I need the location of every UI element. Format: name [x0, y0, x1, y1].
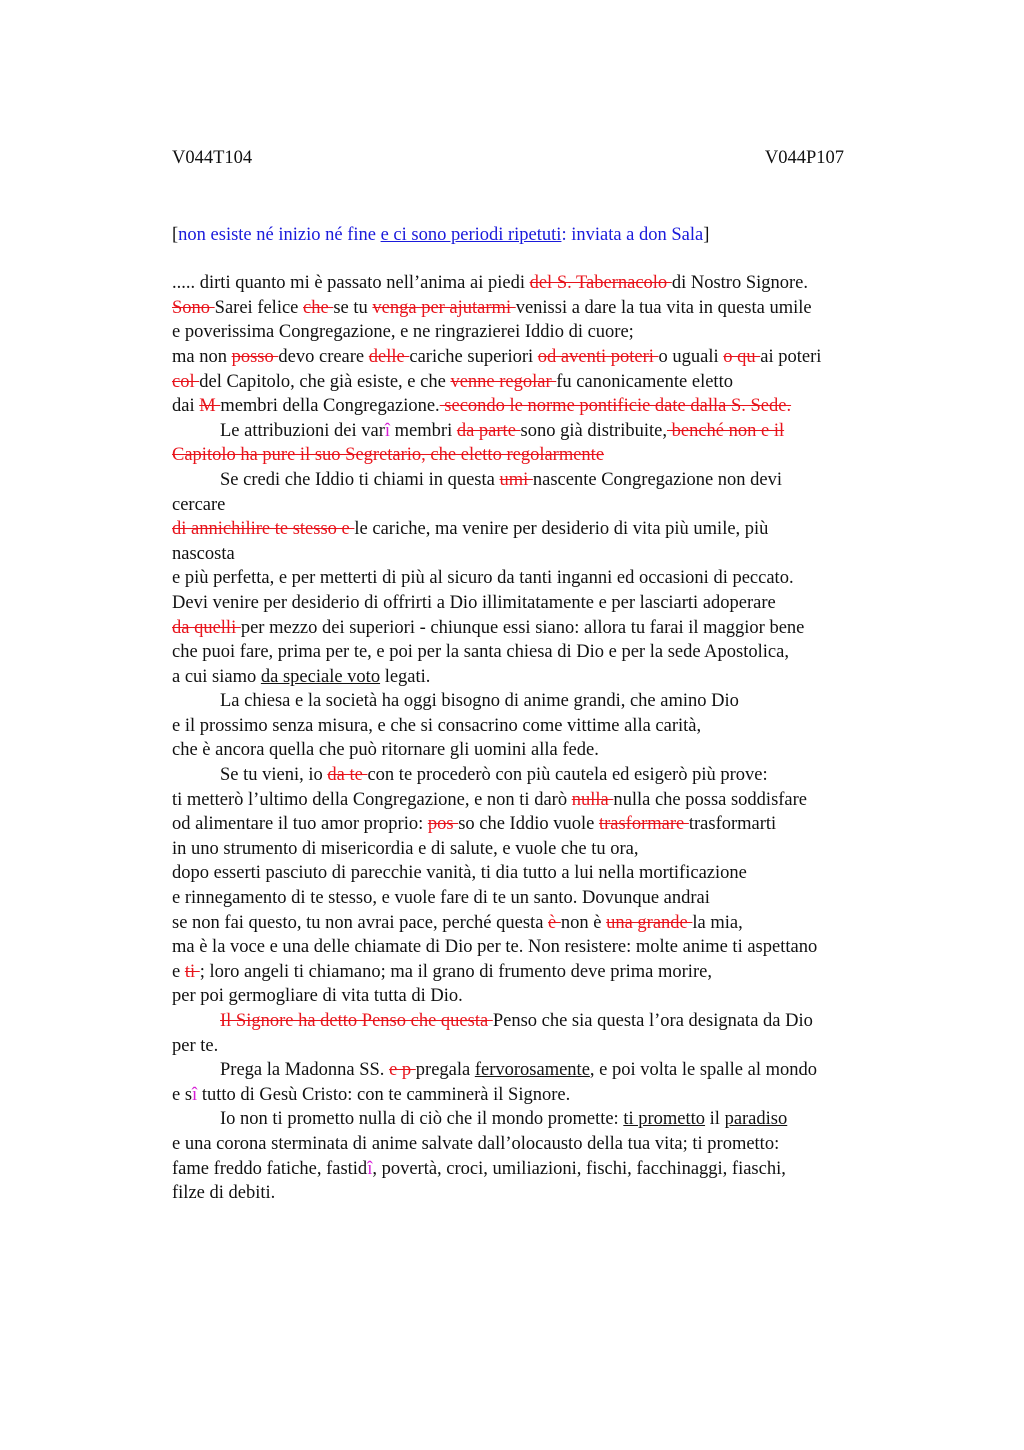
text-segment: che puoi fare, prima per te, e poi per la santa chiesa di Dio e per la sede Apostolica, [172, 642, 789, 663]
deleted-text: del S. Tabernacolo [529, 273, 672, 294]
text-segment: Se tu vieni, io [220, 765, 328, 786]
deleted-text: M [199, 396, 221, 417]
deleted-text: venga per ajutarmi [372, 297, 516, 318]
text-line [172, 370, 912, 395]
text-segment: , e poi volta le spalle al mondo [589, 1060, 817, 1081]
text-segment: ; loro angeli ti chiamano; ma il grano di frumento deve prima morire, [199, 961, 712, 982]
text-segment: dai [172, 396, 200, 417]
text-line [172, 689, 912, 714]
text-line [172, 665, 912, 690]
text-line [172, 419, 912, 444]
text-segment: nulla che possa soddisfare [613, 789, 808, 810]
text-segment: pregala [415, 1060, 475, 1081]
deleted-text: è [548, 912, 561, 933]
text-segment: con te procederò con più cautela ed esigerò più prove: [367, 765, 768, 786]
note-recipient: : inviata a don Sala [561, 224, 704, 245]
text-segment: devo creare [278, 346, 369, 367]
deleted-text: pos [427, 814, 459, 835]
deleted-text: Sono [172, 297, 215, 318]
text-segment: dopo esserti pasciuto di parecchie vanità, ti dia tutto a lui nella mortificazione [172, 863, 747, 884]
text-segment: filze di debiti. [172, 1183, 276, 1204]
text-segment: nascosta [172, 543, 235, 564]
deleted-text: posso [231, 346, 279, 367]
text-segment: cercare [172, 494, 226, 515]
accent-letter: î [367, 1158, 373, 1179]
header-right-code: V044P107 [764, 148, 844, 168]
deleted-text: Il Signore ha detto Penso che questa [220, 1011, 493, 1031]
text-segment: ma è la voce e una delle chiamate di Dio per te. Non resistere: molte anime ti aspettano [172, 937, 818, 958]
underlined-text: fervorosamente [474, 1060, 590, 1081]
text-segment: per te. [172, 1035, 219, 1056]
text-segment: che è ancora quella che può ritornare gli uomini alla fede. [172, 740, 599, 761]
text-line [172, 911, 912, 936]
deleted-text: benché non e il [666, 420, 785, 441]
note-underlined-text: e ci sono periodi ripetuti [380, 224, 562, 245]
text-line [172, 788, 912, 813]
text-line [172, 714, 912, 739]
text-line [172, 443, 912, 468]
text-segment: od alimentare il tuo amor proprio: [172, 814, 428, 835]
text-segment: le cariche, ma venire per desiderio di vita più umile, più [354, 519, 769, 540]
text-segment: ma non [172, 346, 232, 367]
text-line [172, 1107, 912, 1132]
text-segment: fu canonicamente eletto [556, 371, 733, 392]
editorial-note [172, 223, 912, 248]
deleted-text: una grande [606, 912, 693, 933]
deleted-text: da quelli [172, 617, 241, 638]
text-segment: tutto di Gesù Cristo: con te camminerà il Signore. [197, 1084, 571, 1105]
text-segment: Se credi che Iddio ti chiami in questa [220, 469, 500, 490]
text-line [172, 1058, 912, 1083]
text-segment: ..... dirti quanto mi è passato nell’anima ai piedi [172, 273, 530, 294]
text-segment: trasformarti [688, 814, 777, 835]
text-line [172, 1132, 912, 1157]
text-segment: ai poteri [760, 346, 822, 367]
text-line [172, 960, 912, 985]
text-segment: legati. [380, 666, 431, 687]
text-line [172, 1009, 912, 1034]
text-segment: Io non ti prometto nulla di ciò che il mondo promette: [220, 1109, 624, 1130]
text-segment: membri della Congregazione. [220, 396, 440, 417]
text-segment: e s [172, 1084, 193, 1105]
deleted-text: trasformare [598, 814, 689, 835]
deleted-text: venne regolar [450, 371, 557, 392]
deleted-text: nulla [571, 789, 614, 810]
text-segment: in uno strumento di misericordia e di salute, e vuole che tu ora, [172, 838, 639, 859]
deleted-text: Capitolo ha pure il suo Segretario, che eletto regolarmente [172, 445, 605, 466]
text-line [172, 812, 912, 837]
text-segment: il [705, 1109, 725, 1130]
text-segment: la mia, [692, 912, 743, 933]
text-line [172, 1157, 912, 1182]
text-line [172, 984, 912, 1009]
page-header [172, 146, 844, 171]
text-line [172, 861, 912, 886]
text-segment: se tu [333, 297, 373, 318]
text-segment: per mezzo dei superiori - chiunque essi siano: allora tu farai il maggior bene [240, 617, 805, 638]
text-segment: di Nostro Signore. [671, 273, 808, 294]
text-segment: La chiesa e la società ha oggi bisogno di anime grandi, che amino Dio [220, 691, 739, 712]
text-segment: se non fai questo, tu non avrai pace, perché questa [172, 912, 549, 933]
text-segment: e [172, 961, 185, 982]
text-line [172, 1083, 912, 1108]
text-segment: e il prossimo senza misura, e che si consacrino come vittime alla carità, [172, 715, 702, 736]
deleted-text: umi [499, 469, 533, 490]
text-line [172, 763, 912, 788]
note-text: non esiste né inizio né fine [178, 224, 381, 245]
text-line [172, 271, 912, 296]
text-line [172, 837, 912, 862]
text-segment: a cui siamo [172, 666, 261, 687]
text-segment: Le attribuzioni dei var [220, 420, 385, 441]
deleted-text: delle [368, 346, 410, 367]
deleted-text: o qu [723, 346, 761, 367]
text-segment: del Capitolo, che già esiste, e che [199, 371, 451, 392]
text-line [172, 738, 912, 763]
text-segment: Devi venire per desiderio di offrirti a Dio illimitatamente e per lasciarti adoperare [172, 592, 776, 613]
deleted-text: col [172, 371, 200, 392]
text-line [172, 542, 912, 567]
deleted-text: ti [184, 961, 200, 982]
text-line [172, 1181, 912, 1206]
text-segment: sono già distribuite, [520, 420, 667, 441]
text-segment: membri [390, 420, 457, 441]
text-line [172, 493, 912, 518]
deleted-text: da parte [456, 420, 521, 441]
text-segment: per poi germogliare di vita tutta di Dio. [172, 986, 463, 1007]
text-segment: nascente Congregazione non devi [532, 469, 783, 490]
text-line [172, 591, 912, 616]
text-segment: Penso che sia questa l’ora designata da Dio [492, 1011, 813, 1031]
text-line [172, 296, 912, 321]
deleted-text: da te [327, 765, 368, 786]
text-line [172, 1034, 912, 1059]
text-segment: e più perfetta, e per metterti di più al sicuro da tanti inganni ed occasioni di peccato. [172, 568, 794, 589]
text-segment: o uguali [658, 346, 724, 367]
text-segment: Sarei felice [214, 297, 304, 318]
text-line [172, 394, 912, 419]
text-segment: fame freddo fatiche, fastid [172, 1158, 368, 1179]
text-segment: Prega la Madonna SS. [220, 1060, 390, 1081]
text-segment: non è [560, 912, 607, 933]
text-line [172, 566, 912, 591]
text-segment: cariche superiori [409, 346, 538, 367]
text-segment: e poverissima Congregazione, e ne ringrazierei Iddio di cuore; [172, 322, 634, 343]
text-line [172, 640, 912, 665]
text-line [172, 517, 912, 542]
deleted-text: secondo le norme pontificie date dalla S. Sede. [439, 396, 792, 417]
text-segment: venissi a dare la tua vita in questa umile [515, 297, 812, 318]
underlined-text: ti prometto [623, 1109, 706, 1130]
text-line [172, 886, 912, 911]
text-segment: e rinnegamento di te stesso, e vuole fare di te un santo. Dovunque andrai [172, 888, 710, 909]
text-line [172, 935, 912, 960]
text-line [172, 345, 912, 370]
letter-body [172, 271, 912, 1206]
underlined-text: paradiso [724, 1109, 788, 1130]
deleted-text: e p [389, 1060, 416, 1081]
text-line [172, 468, 912, 493]
deleted-text: od aventi poteri [537, 346, 659, 367]
underlined-text: da speciale voto [260, 666, 381, 687]
note-close-bracket: ] [703, 224, 710, 245]
deleted-text: di annichilire te stesso e [172, 519, 355, 540]
accent-letter: î [384, 420, 391, 441]
header-left-code: V044T104 [172, 148, 253, 168]
text-segment: so che Iddio vuole [458, 814, 599, 835]
note-open-bracket: [ [172, 224, 179, 245]
text-line [172, 320, 912, 345]
document-page [172, 146, 912, 1206]
text-segment: , povertà, croci, umiliazioni, fischi, facchinaggi, fiaschi, [372, 1158, 786, 1179]
text-line [172, 616, 912, 641]
accent-letter: î [192, 1084, 198, 1105]
text-segment: e una corona sterminata di anime salvate dall’olocausto della tua vita; ti prometto: [172, 1133, 780, 1154]
deleted-text: che [303, 297, 334, 318]
text-segment: ti metterò l’ultimo della Congregazione, e non ti darò [172, 789, 572, 810]
